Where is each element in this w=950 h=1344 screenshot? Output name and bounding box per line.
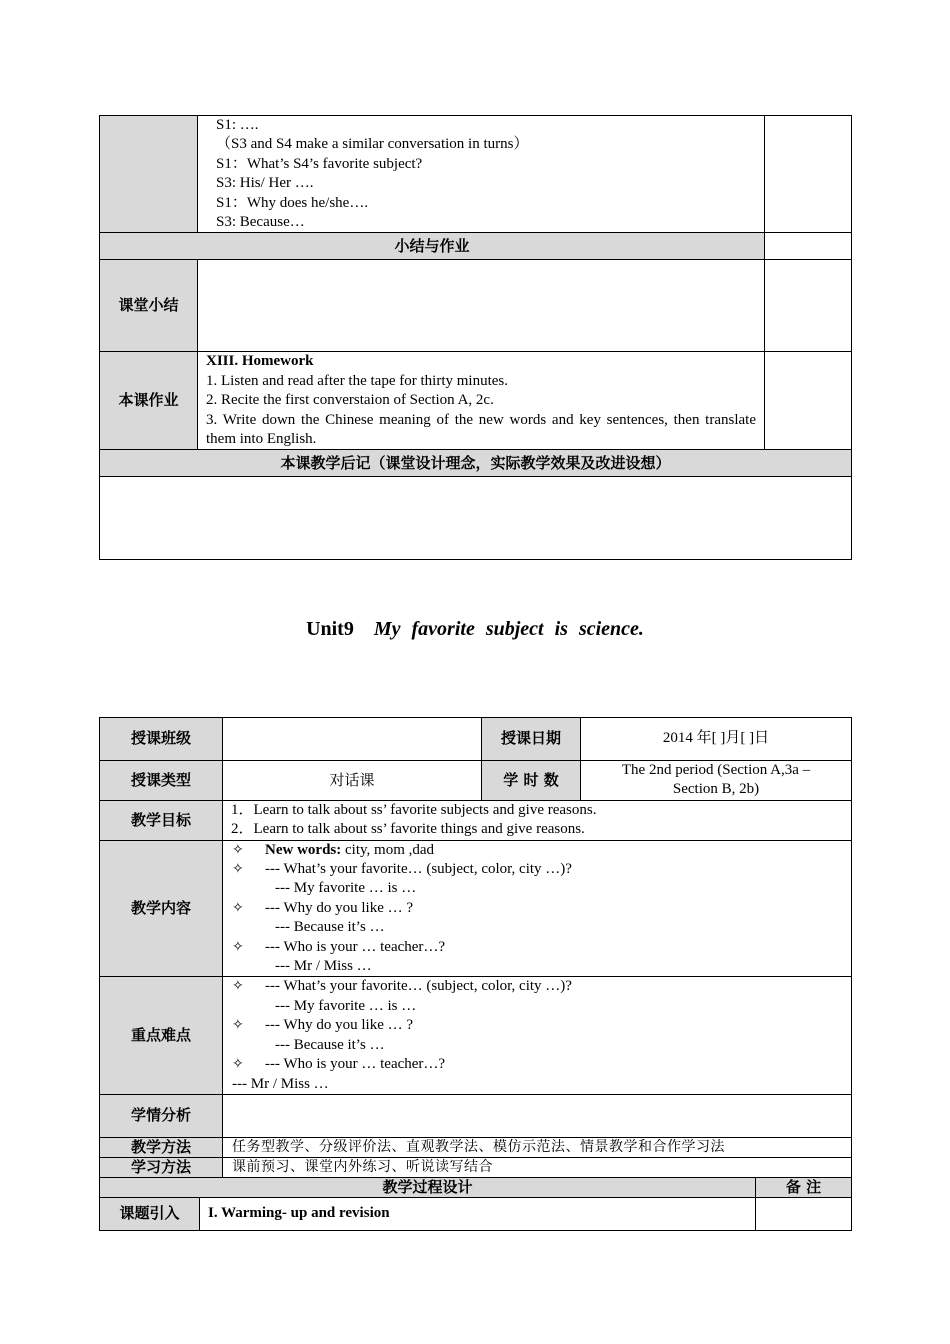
new-words: city, mom ,dad [341,841,435,858]
teaching-method-value: 任务型教学、分级评价法、直观教学法、模仿示范法、情景教学和合作学习法 [223,1137,852,1157]
dialogue-row [100,116,852,233]
unit-title [0,618,950,641]
diamond-bullet-icon: ✧ [232,1056,244,1073]
class-date-row [100,718,852,761]
homework-item: 2. Recite the first converstaion of Section A, 2c. [206,392,494,409]
intro-value: I. Warming- up and revision [200,1197,756,1230]
homework-cell [198,352,765,450]
top-lesson-table [99,115,852,560]
summary-header: 小结与作业 [100,233,765,260]
content-line [232,899,851,918]
process-header: 教学过程设计 [100,1177,756,1197]
homework-item: 1. Listen and read after the tape for thirty minutes. [206,372,508,389]
lesson-plan-table [99,717,852,1231]
unit-number: Unit9 [306,618,354,640]
content-cell [223,840,852,977]
intro-notes-cell [756,1197,852,1230]
homework-title: XIII. Homework [206,353,314,370]
content-answer: --- Mr / Miss … [275,958,372,975]
class-summary-row [100,260,852,352]
reflection-header: 本课教学后记（课堂设计理念，实际教学效果及改进设想） [100,450,852,477]
intro-row [100,1197,852,1230]
learning-method-value: 课前预习、课堂内外练习、听说读写结合 [223,1157,852,1177]
class-summary-cell [198,260,765,352]
hours-label: 学 时 数 [482,761,581,801]
content-question: --- Who is your … teacher…? [265,938,446,955]
teaching-method-label: 教学方法 [100,1137,223,1157]
objectives-row [100,800,852,840]
learning-method-label: 学习方法 [100,1157,223,1177]
content-answer: --- Because it’s … [275,919,385,936]
key-point-line [232,1016,851,1035]
process-header-row [100,1177,852,1197]
diamond-bullet-icon: ✧ [232,899,244,916]
learning-method-row [100,1157,852,1177]
key-point-question: --- Who is your … teacher…? [265,1056,446,1073]
dialogue-line: （S3 and S4 make a similar conversation in turns） [216,136,529,153]
new-words-label: New words: [265,841,342,858]
teaching-method-row [100,1137,852,1157]
objective-item: 2．Learn to talk about ss’ favorite things and give reasons. [231,821,585,838]
objective-item: 1．Learn to talk about ss’ favorite subjects and give reasons. [231,801,597,818]
date-label: 授课日期 [482,718,581,761]
diamond-bullet-icon: ✧ [232,938,244,955]
key-point-answer: --- Because it’s … [275,1036,385,1053]
content-line [232,860,851,879]
key-points-row [100,977,852,1094]
key-point-answer: --- My favorite … is … [275,997,417,1014]
dialogue-line: S1: …. [216,117,259,133]
content-question: --- Why do you like … ? [265,899,414,916]
dialogue-notes-cell [765,116,852,233]
class-summary-label: 课堂小结 [100,260,198,352]
content-line [232,841,851,860]
content-line [232,938,851,957]
class-summary-notes-cell [765,260,852,352]
dialogue-label-cell [100,116,198,233]
class-label: 授课班级 [100,718,223,761]
notes-header: 备 注 [756,1177,852,1197]
content-question: --- What’s your favorite… (subject, color, city …)? [265,861,572,878]
content-row [100,840,852,977]
reflection-cell [100,477,852,560]
diamond-bullet-icon: ✧ [232,841,244,858]
intro-label: 课题引入 [100,1197,200,1230]
objectives-cell [223,800,852,840]
homework-notes-cell [765,352,852,450]
type-value: 对话课 [223,761,482,801]
analysis-label: 学情分析 [100,1094,223,1137]
content-answer: --- My favorite … is … [275,880,417,897]
date-value: 2014 年[ ]月[ ]日 [581,718,852,761]
diamond-bullet-icon: ✧ [232,1017,244,1034]
dialogue-line: S3: Because… [216,214,305,231]
dialogue-line: S1：What’s S4’s favorite subject? [216,155,423,172]
content-label: 教学内容 [100,840,223,977]
summary-notes-cell [765,233,852,260]
analysis-row [100,1094,852,1137]
summary-header-row [100,233,852,260]
type-label: 授课类型 [100,761,223,801]
analysis-cell [223,1094,852,1137]
hours-value: The 2nd period (Section A,3a – Section B, 2b) [581,761,852,801]
key-point-line [232,1055,851,1074]
dialogue-cell [198,116,765,233]
type-hours-row [100,761,852,801]
key-point-answer: --- Mr / Miss … [232,1075,329,1092]
class-value [223,718,482,761]
objectives-label: 教学目标 [100,800,223,840]
key-point-question: --- Why do you like … ? [265,1017,414,1034]
homework-row [100,352,852,450]
key-point-line [232,977,851,996]
reflection-header-row [100,450,852,477]
reflection-row [100,477,852,560]
diamond-bullet-icon: ✧ [232,978,244,995]
key-point-question: --- What’s your favorite… (subject, color, city …)? [265,978,572,995]
dialogue-line: S3: His/ Her …. [216,175,314,192]
key-points-label: 重点难点 [100,977,223,1094]
unit-sentence: My favorite subject is science. [373,618,644,640]
homework-label: 本课作业 [100,352,198,450]
homework-item: 3. Write down the Chinese meaning of the new words and key sentences, then translate them into English. [206,411,756,448]
key-points-cell [223,977,852,1094]
dialogue-line: S1：Why does he/she…. [216,194,369,211]
diamond-bullet-icon: ✧ [232,861,244,878]
